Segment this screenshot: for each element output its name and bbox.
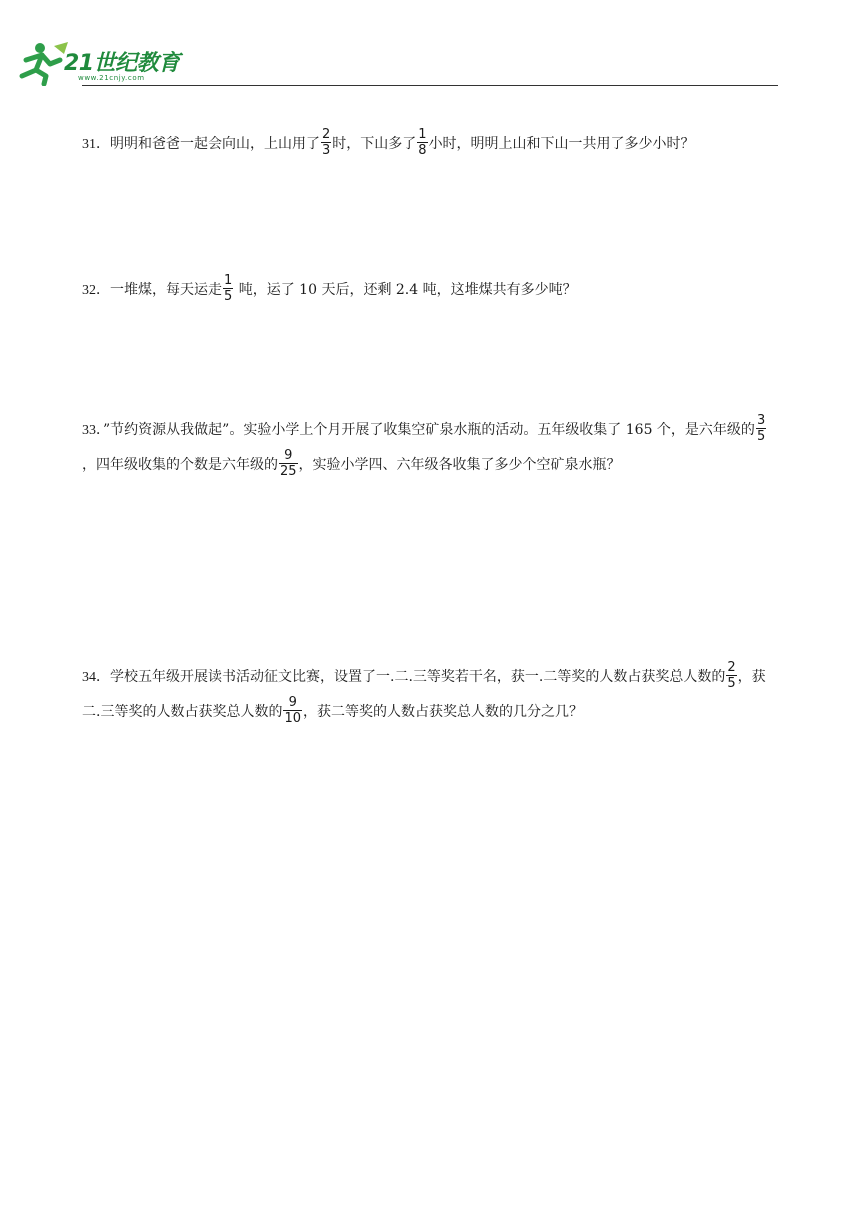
fraction-numerator: 2 — [727, 659, 736, 675]
fraction-numerator: 9 — [284, 447, 293, 463]
fraction — [726, 661, 736, 690]
question-text: 时，下山多了 — [332, 136, 417, 152]
fraction — [321, 128, 331, 157]
question-34 — [82, 660, 778, 729]
site-logo[interactable] — [14, 40, 184, 86]
fraction-denominator: 3 — [322, 142, 331, 158]
fraction-denominator: 5 — [727, 675, 736, 691]
question-text: 一堆煤，每天运走 — [110, 282, 222, 298]
question-text: 学校五年级开展读书活动征文比赛，设置了一.二.三等奖若干名，获一.二等奖的人数占获奖总人数的 — [110, 669, 726, 685]
fraction-numerator: 1 — [418, 126, 427, 142]
question-text: ，实验小学四、六年级各收集了多少个空矿泉水瓶？ — [298, 457, 621, 473]
fraction-denominator: 10 — [284, 710, 301, 726]
fraction — [417, 128, 427, 157]
question-number: 31． — [82, 137, 110, 152]
fraction — [756, 414, 766, 443]
question-text: ”节约资源从我做起”。实验小学上个月开展了收集空矿泉水瓶的活动。五年级收集了 165 个，是六年级的 — [103, 422, 755, 438]
fraction — [279, 449, 298, 478]
logo-url: www.21cnjy.com — [78, 74, 145, 82]
question-text: 小时，明明上山和下山一共用了多少小时？ — [428, 136, 695, 152]
question-31 — [82, 127, 778, 162]
fraction — [223, 274, 233, 303]
logo-text: 21世纪教育 — [64, 51, 180, 76]
fraction-denominator: 5 — [756, 428, 766, 444]
question-32 — [82, 273, 778, 308]
fraction-denominator: 8 — [418, 142, 427, 158]
question-number: 32． — [82, 283, 110, 298]
question-text: 吨，运了 10 天后，还剩 2.4 吨，这堆煤共有多少吨？ — [234, 282, 577, 298]
fraction-numerator: 3 — [756, 412, 766, 428]
question-text: ，获二.三等奖的人数占获奖总人数的 — [82, 669, 766, 720]
question-text: 明明和爸爸一起会向山，上山用了 — [110, 136, 320, 152]
fraction-denominator: 25 — [280, 463, 297, 479]
question-number: 33． — [82, 423, 103, 438]
question-text: ，获二等奖的人数占获奖总人数的几分之几？ — [303, 704, 583, 720]
fraction — [283, 696, 302, 725]
question-33 — [82, 413, 778, 482]
header-divider — [82, 85, 778, 86]
question-number: 34． — [82, 670, 110, 685]
fraction-numerator: 9 — [288, 694, 297, 710]
fraction-numerator: 1 — [224, 272, 233, 288]
fraction-denominator: 5 — [224, 288, 233, 304]
fraction-numerator: 2 — [322, 126, 331, 142]
question-text: ，四年级收集的个数是六年级的 — [82, 457, 278, 473]
